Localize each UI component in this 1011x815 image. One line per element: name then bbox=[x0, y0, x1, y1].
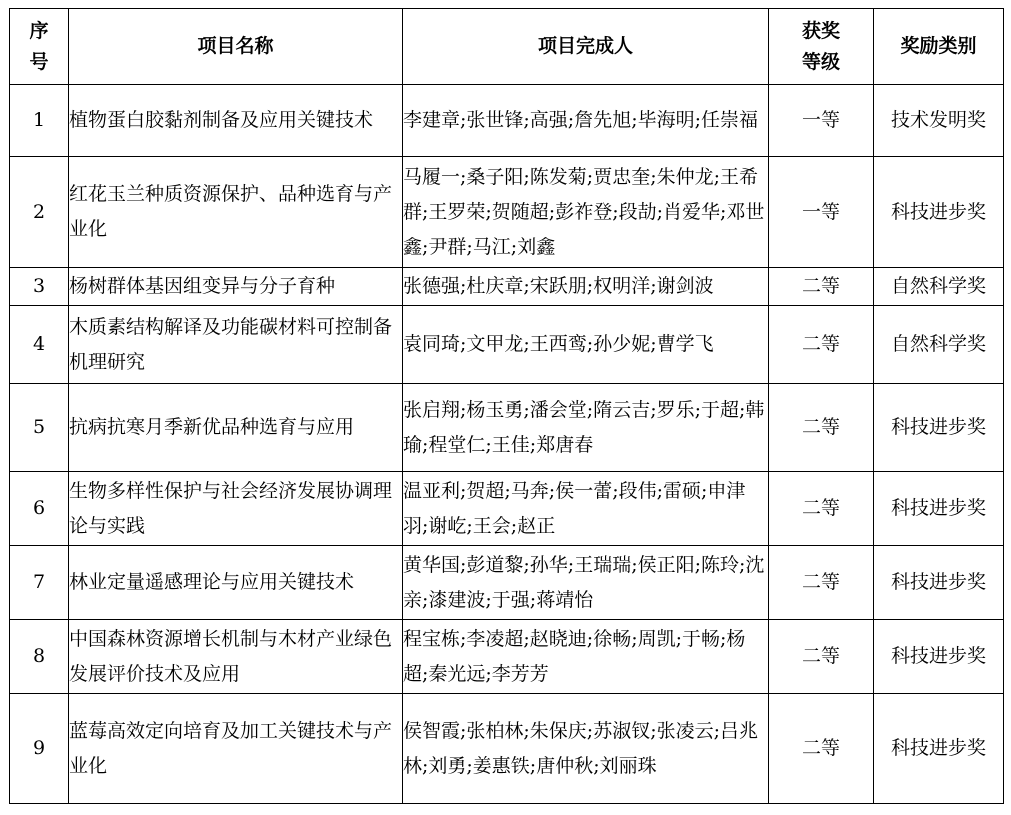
project-people: 张启翔;杨玉勇;潘会堂;隋云吉;罗乐;于超;韩瑜;程堂仁;王佳;郑唐春 bbox=[403, 384, 769, 472]
project-people: 黄华国;彭道黎;孙华;王瑞瑞;侯正阳;陈玲;沈亲;漆建波;于强;蒋靖怡 bbox=[403, 546, 769, 620]
row-index: 6 bbox=[10, 472, 69, 546]
header-row bbox=[10, 9, 1004, 85]
project-name: 木质素结构解译及功能碳材料可控制备机理研究 bbox=[69, 306, 403, 384]
table-row bbox=[10, 620, 1004, 694]
table-row bbox=[10, 546, 1004, 620]
row-index: 1 bbox=[10, 85, 69, 157]
award-type: 科技进步奖 bbox=[874, 384, 1004, 472]
row-index: 7 bbox=[10, 546, 69, 620]
project-name: 林业定量遥感理论与应用关键技术 bbox=[69, 546, 403, 620]
award-type: 科技进步奖 bbox=[874, 546, 1004, 620]
project-people: 温亚利;贺超;马奔;侯一蕾;段伟;雷硕;申津羽;谢屹;王会;赵正 bbox=[403, 472, 769, 546]
award-type: 自然科学奖 bbox=[874, 268, 1004, 306]
project-name: 抗病抗寒月季新优品种选育与应用 bbox=[69, 384, 403, 472]
award-level: 二等 bbox=[769, 268, 874, 306]
project-name: 杨树群体基因组变异与分子育种 bbox=[69, 268, 403, 306]
project-name: 植物蛋白胶黏剂制备及应用关键技术 bbox=[69, 85, 403, 157]
header-level bbox=[769, 9, 874, 85]
award-level: 二等 bbox=[769, 472, 874, 546]
award-level: 二等 bbox=[769, 546, 874, 620]
row-index: 9 bbox=[10, 694, 69, 804]
project-name: 中国森林资源增长机制与木材产业绿色发展评价技术及应用 bbox=[69, 620, 403, 694]
award-type: 自然科学奖 bbox=[874, 306, 1004, 384]
project-people: 李建章;张世锋;高强;詹先旭;毕海明;任崇福 bbox=[403, 85, 769, 157]
award-level: 一等 bbox=[769, 157, 874, 268]
header-level-label: 获奖等级 bbox=[801, 19, 840, 73]
header-name: 项目名称 bbox=[69, 9, 403, 85]
table-row bbox=[10, 306, 1004, 384]
table-row bbox=[10, 268, 1004, 306]
award-type: 科技进步奖 bbox=[874, 157, 1004, 268]
award-level: 二等 bbox=[769, 620, 874, 694]
project-name: 红花玉兰种质资源保护、品种选育与产业化 bbox=[69, 157, 403, 268]
header-index bbox=[10, 9, 69, 85]
table-row bbox=[10, 694, 1004, 804]
header-index-label: 序号 bbox=[29, 19, 49, 73]
project-people: 袁同琦;文甲龙;王西鸾;孙少妮;曹学飞 bbox=[403, 306, 769, 384]
award-type: 技术发明奖 bbox=[874, 85, 1004, 157]
project-people: 马履一;桑子阳;陈发菊;贾忠奎;朱仲龙;王希群;王罗荣;贺随超;彭祚登;段劼;肖爱华;邓世鑫;尹群;马江;刘鑫 bbox=[403, 157, 769, 268]
row-index: 8 bbox=[10, 620, 69, 694]
row-index: 2 bbox=[10, 157, 69, 268]
header-type: 奖励类别 bbox=[874, 9, 1004, 85]
award-type: 科技进步奖 bbox=[874, 620, 1004, 694]
project-people: 侯智霞;张柏林;朱保庆;苏淑钗;张凌云;吕兆林;刘勇;姜惠铁;唐仲秋;刘丽珠 bbox=[403, 694, 769, 804]
project-people: 张德强;杜庆章;宋跃朋;权明洋;谢剑波 bbox=[403, 268, 769, 306]
project-name: 生物多样性保护与社会经济发展协调理论与实践 bbox=[69, 472, 403, 546]
row-index: 4 bbox=[10, 306, 69, 384]
award-type: 科技进步奖 bbox=[874, 694, 1004, 804]
project-name: 蓝莓高效定向培育及加工关键技术与产业化 bbox=[69, 694, 403, 804]
header-people: 项目完成人 bbox=[403, 9, 769, 85]
award-level: 二等 bbox=[769, 694, 874, 804]
project-people: 程宝栋;李凌超;赵晓迪;徐畅;周凯;于畅;杨超;秦光远;李芳芳 bbox=[403, 620, 769, 694]
table-row bbox=[10, 157, 1004, 268]
award-level: 一等 bbox=[769, 85, 874, 157]
row-index: 3 bbox=[10, 268, 69, 306]
award-level: 二等 bbox=[769, 384, 874, 472]
award-type: 科技进步奖 bbox=[874, 472, 1004, 546]
awards-table bbox=[9, 8, 1004, 804]
table-row bbox=[10, 472, 1004, 546]
table-row bbox=[10, 384, 1004, 472]
row-index: 5 bbox=[10, 384, 69, 472]
award-level: 二等 bbox=[769, 306, 874, 384]
table-row bbox=[10, 85, 1004, 157]
